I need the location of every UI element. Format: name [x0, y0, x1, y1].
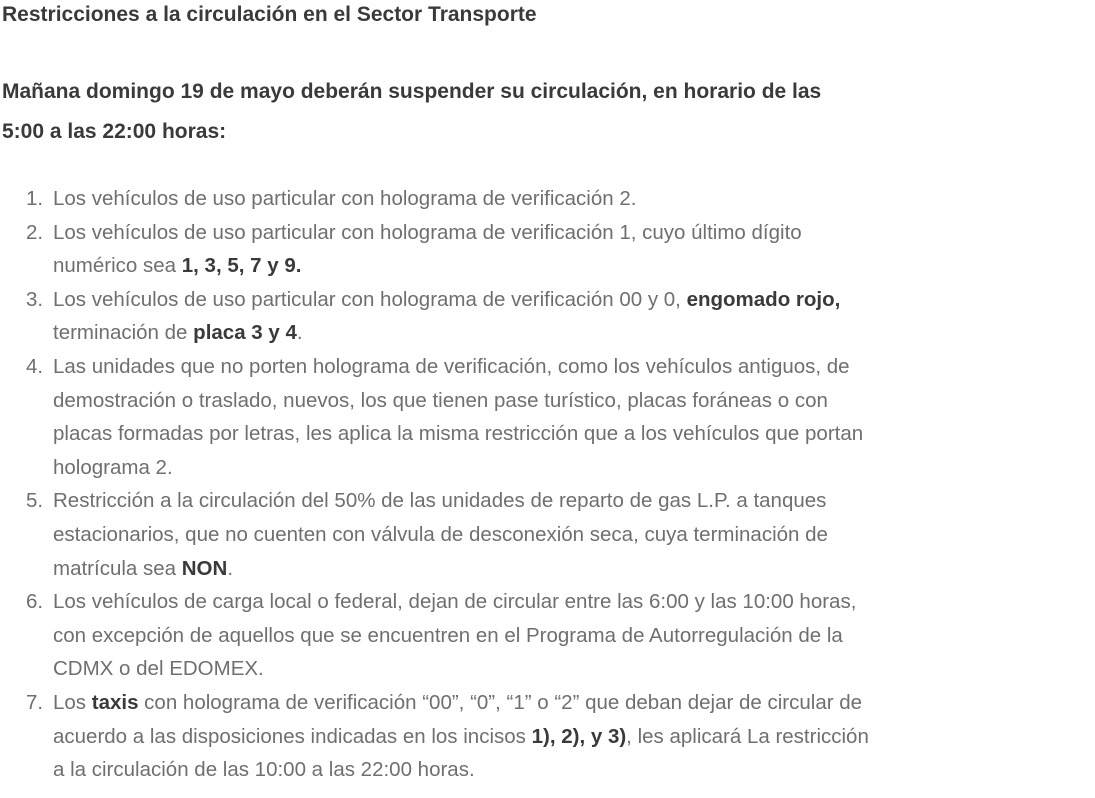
list-item: [26, 585, 871, 686]
list-item-text: Los vehículos de uso particular con holograma de verificación 1, cuyo último dígito numérico sea: [53, 220, 802, 278]
list-item-number: 5.: [26, 489, 44, 513]
list-item-bold-text: placa 3 y 4: [193, 321, 297, 345]
list-item: [26, 182, 871, 216]
list-item-text: .: [227, 556, 234, 580]
list-item: [26, 686, 871, 787]
list-item-bold-text: NON: [181, 556, 228, 580]
list-item-bold-text: 1), 2), y 3): [531, 724, 627, 748]
list-item-number: 6.: [26, 590, 44, 614]
page-subtitle: Mañana domingo 19 de mayo deberán suspender su circulación, en horario de las 5:00 a las 22:00 horas:: [2, 80, 822, 143]
list-item: [26, 283, 871, 350]
list-item-text: Restricción a la circulación del 50% de las unidades de reparto de gas L.P. a tanques estacionarios, que no cuenten con válvula de desconexión seca, cuya terminación de matrícula sea: [53, 489, 828, 580]
list-item-number: 7.: [26, 690, 44, 714]
list-item-bold-text: engomado rojo,: [686, 287, 841, 311]
page-title: Restricciones a la circulación en el Sector Transporte: [2, 3, 537, 26]
restrictions-list: [26, 182, 871, 787]
list-item: [26, 350, 871, 484]
list-item-text: con holograma de verificación “00”, “0”, “1” o “2” que deban dejar de circular de acuerdo a las disposiciones indicadas en los incisos: [53, 690, 863, 748]
list-item-text: terminación de: [53, 321, 194, 345]
list-item: [26, 216, 871, 283]
list-item-number: 2.: [26, 220, 44, 244]
list-item-text: Los vehículos de uso particular con holograma de verificación 00 y 0,: [53, 287, 687, 311]
list-item-text: Los vehículos de uso particular con holograma de verificación 2.: [53, 187, 637, 210]
list-item-text: Las unidades que no porten holograma de verificación, como los vehículos antiguos, de demostración o traslado, nuevos, los que tienen pase turístico, placas foráneas o con placas formadas por letras, les aplica la misma restricción que a los vehículos que portan holograma 2.: [53, 354, 864, 479]
list-item-number: 1.: [26, 187, 44, 210]
list-item-bold-text: taxis: [91, 690, 139, 714]
list-item-text: , les aplicará La restricción a la circulación de las 10:00 a las 22:00 horas.: [53, 724, 869, 782]
list-item-number: 4.: [26, 354, 44, 378]
list-item: [26, 484, 871, 585]
list-item-bold-text: 1, 3, 5, 7 y 9.: [181, 254, 302, 278]
list-item-number: 3.: [26, 287, 44, 311]
list-item-text: Los vehículos de carga local o federal, dejan de circular entre las 6:00 y las 10:00 horas, con excepción de aquellos que se encuentren en el Programa de Autorregulación de la CDMX o del EDOMEX.: [53, 590, 857, 681]
list-item-text: .: [296, 321, 303, 345]
list-item-text: Los: [53, 690, 92, 714]
